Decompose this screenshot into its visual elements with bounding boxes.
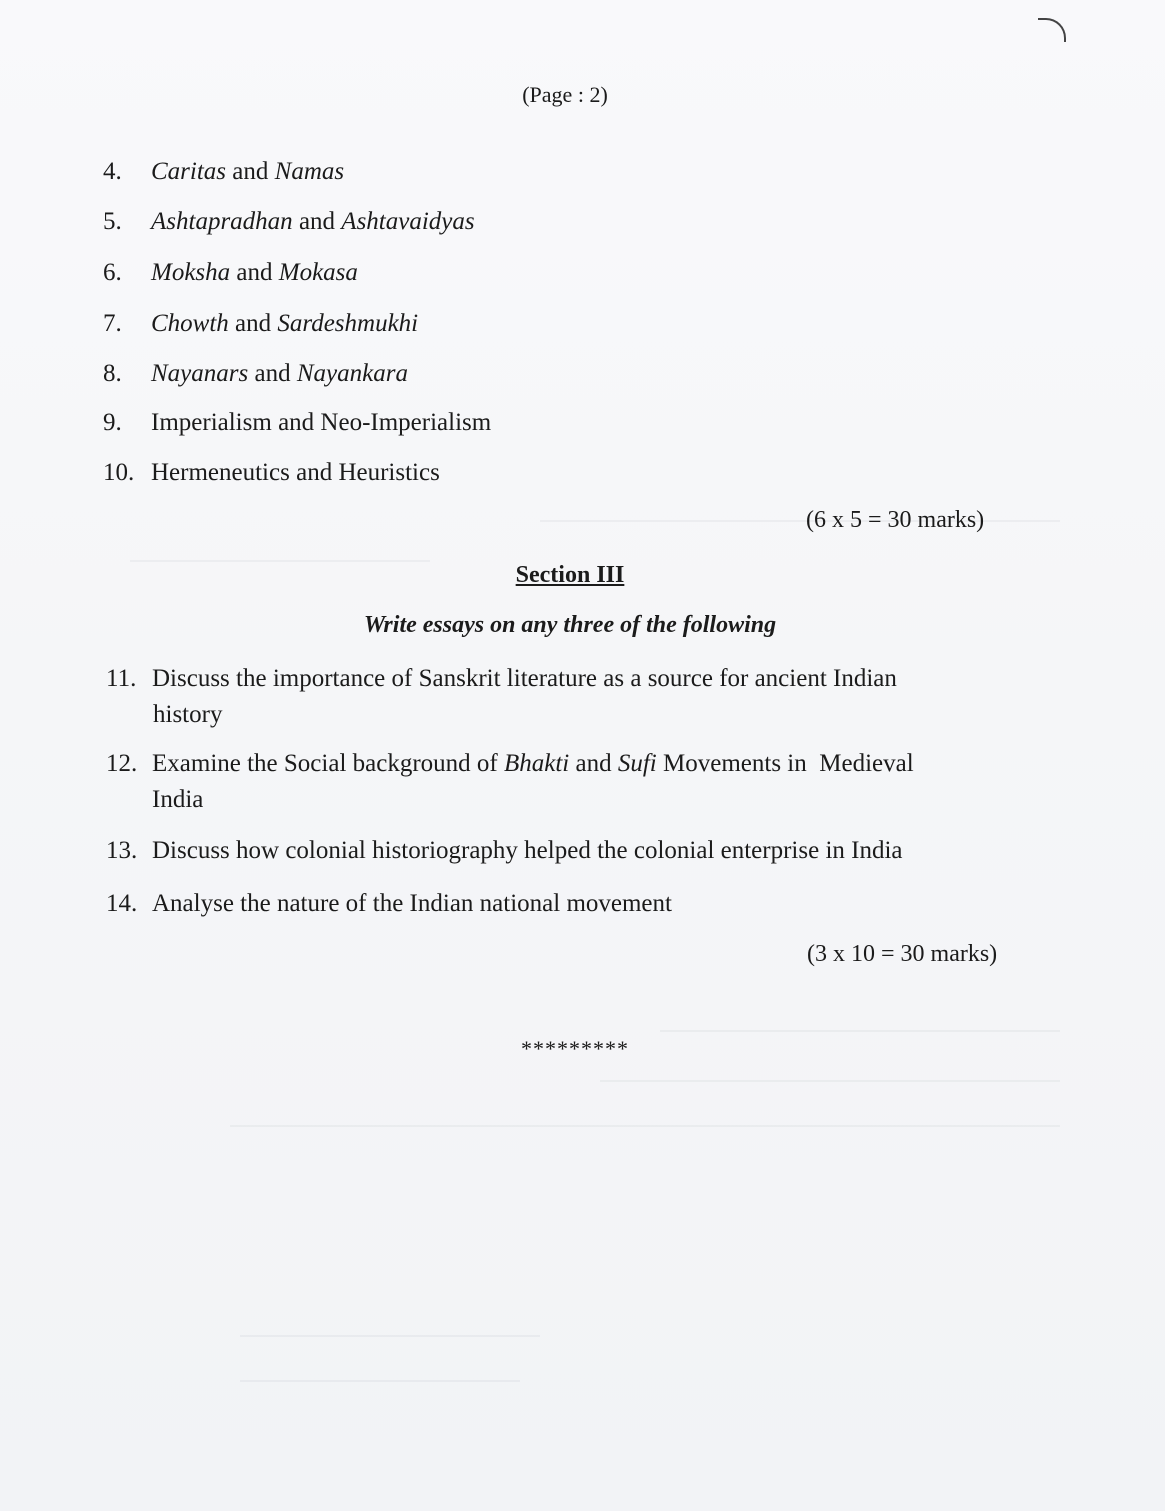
question-text-continued: history: [153, 701, 223, 728]
question-text-continued: India: [152, 786, 204, 813]
bleed-through-line: [240, 1335, 540, 1337]
bleed-through-line: [230, 1125, 1060, 1127]
essay-question: [106, 886, 1056, 922]
question-text: Discuss how colonial historiography helped the colonial enterprise in India: [152, 837, 903, 864]
page-number: (Page : 2): [522, 82, 608, 107]
question-text: Examine the Social background of: [152, 750, 504, 777]
section-marks: (6 x 5 = 30 marks): [806, 507, 985, 533]
page-corner-mark: [1038, 18, 1066, 42]
question-connector: and: [569, 750, 618, 777]
question-number: 11.: [106, 665, 137, 692]
list-item: [103, 454, 440, 492]
question-text: Analyse the nature of the Indian national movement: [152, 890, 672, 917]
item-number: 10.: [103, 459, 135, 486]
term-two: Namas: [274, 158, 345, 185]
list-item: [103, 153, 344, 191]
connector: and: [226, 158, 275, 185]
section-heading: Section III: [515, 562, 625, 588]
term-one: Imperialism: [151, 409, 272, 436]
question-text: Discuss the importance of Sanskrit literature as a source for ancient Indian: [152, 665, 897, 692]
list-item: [103, 203, 475, 241]
term-two: Neo-Imperialism: [320, 409, 492, 436]
question-number: 14.: [106, 890, 138, 917]
item-number: 9.: [103, 409, 122, 436]
end-of-paper-mark: *********: [521, 1036, 629, 1061]
connector: and: [292, 208, 342, 235]
item-number: 7.: [103, 310, 122, 337]
item-number: 8.: [103, 360, 122, 387]
connector: and: [228, 310, 278, 337]
question-number: 12.: [106, 750, 138, 777]
term-one: Moksha: [151, 259, 231, 286]
section-instruction: Write essays on any three of the following: [363, 612, 777, 638]
list-item: [103, 254, 358, 292]
bleed-through-line: [240, 1380, 520, 1382]
connector: and: [230, 259, 279, 286]
term-two: Mokasa: [278, 259, 358, 286]
list-item: [103, 305, 418, 343]
essay-question: [106, 746, 1056, 818]
bleed-through-line: [600, 1080, 1060, 1082]
essay-question: [106, 661, 1056, 733]
term-one: Ashtapradhan: [151, 208, 293, 235]
item-number: 6.: [103, 259, 122, 286]
connector: and: [271, 409, 321, 436]
question-text-end: Movements in Medieval: [656, 750, 914, 777]
term-one: Caritas: [151, 158, 227, 185]
section-marks: (3 x 10 = 30 marks): [807, 941, 998, 967]
term-two: Heuristics: [338, 459, 440, 486]
list-item: [103, 404, 491, 442]
term-two: Ashtavaidyas: [341, 208, 475, 235]
question-term-bhakti: Bhakti: [503, 750, 570, 777]
bleed-through-line: [660, 1030, 1060, 1032]
question-term-sufi: Sufi: [617, 750, 657, 777]
term-two: Sardeshmukhi: [277, 310, 419, 337]
list-item: [103, 355, 408, 393]
term-two: Nayankara: [296, 360, 408, 387]
term-one: Nayanars: [151, 360, 249, 387]
item-number: 5.: [103, 208, 122, 235]
essay-question: [106, 833, 1056, 869]
connector: and: [248, 360, 297, 387]
item-number: 4.: [103, 158, 122, 185]
connector: and: [289, 459, 339, 486]
term-one: Chowth: [151, 310, 229, 337]
term-one: Hermeneutics: [151, 459, 290, 486]
question-number: 13.: [106, 837, 138, 864]
